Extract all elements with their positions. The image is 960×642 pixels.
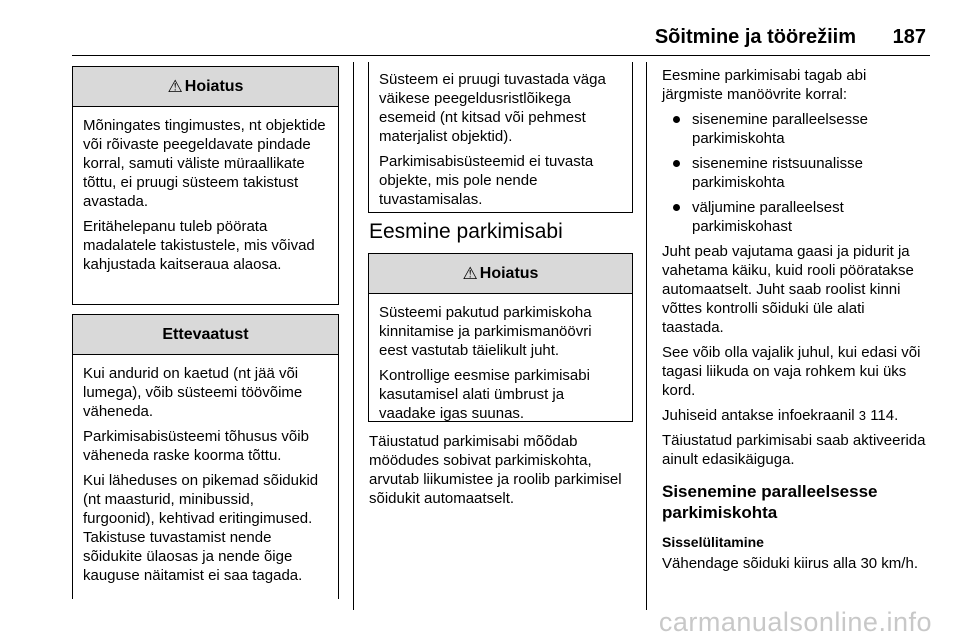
warning-paragraph: Süsteem ei pruugi tuvastada väga väikese peegeldusristlõikega esemeid (nt kitsad või pehmest materjalist objektid). — [379, 71, 606, 145]
subsection-heading: Sisenemine paralleelsesse parkimiskohta — [662, 482, 878, 522]
caution-paragraph: Kui andurid on kaetud (nt jää või lumega), võib süsteemi töövõime väheneda. — [83, 365, 303, 420]
body-text — [369, 432, 637, 514]
column-divider-left — [353, 62, 354, 610]
page-header — [0, 0, 960, 56]
paragraph: Täiustatud parkimisabi saab aktiveerida ainult edasikäiguga. — [662, 432, 926, 468]
paragraph-reference — [662, 406, 930, 425]
warning-continued-body — [369, 62, 632, 217]
warning-header — [369, 254, 632, 294]
paragraph: Juht peab vajutama gaasi ja pidurit ja vahetama käiku, kuid rooli pööratakse automaatselt. Juht saab roolist kinni võttes kontrolli sõiduki üle alati taastada. — [662, 243, 914, 336]
caution-body — [73, 355, 338, 593]
paragraph: See võib olla vajalik juhul, kui edasi või tagasi liikuda on vaja rohkem kui üks kord. — [662, 344, 921, 399]
column-right — [662, 66, 930, 579]
maneuver-list — [662, 110, 930, 236]
list-item: sisenemine ristsuunalisse parkimiskohta — [662, 154, 930, 192]
warning-box-continued — [368, 62, 633, 213]
section-heading: Eesmine parkimisabi — [369, 220, 563, 243]
section-heading-wrap — [369, 222, 632, 241]
warning-paragraph: Süsteemi pakutud parkimiskoha kinnitamise ja parkimismanöövri eest vastutab täielikult juht. — [379, 304, 592, 359]
warning-box-driver — [368, 253, 633, 422]
warning-paragraph: Eritähelepanu tuleb pöörata madalatele takistustele, mis võivad kahjustada kaitseraua alaosa. — [83, 218, 315, 273]
header-rule — [72, 55, 930, 56]
warning-body — [73, 107, 338, 282]
paragraph: Täiustatud parkimisabi mõõdab möödudes sobivat parkimiskohta, arvutab liikumistee ja roolib parkimisel sõidukit automaatselt. — [369, 433, 622, 507]
warning-label: Hoiatus — [479, 264, 539, 282]
page-number: 187 — [892, 26, 926, 48]
warning-paragraph: Mõningates tingimustes, nt objektide või rõivaste peegeldavate pindade korral, samuti väliste müraallikate tõttu, ei pruugi süsteem takistust avastada. — [83, 117, 326, 210]
page-ref-link[interactable]: 114. — [870, 407, 899, 424]
list-item: väljumine paralleelsest parkimiskohast — [662, 198, 930, 236]
column-divider-right — [646, 62, 647, 610]
list-item: sisenemine paralleelsesse parkimiskohta — [662, 110, 930, 148]
caution-header — [73, 315, 338, 355]
subsubsection-heading: Sisselülitamine — [662, 534, 764, 550]
warning-triangle-icon: ⚠ — [167, 76, 183, 96]
warning-box-sensors — [72, 66, 339, 305]
caution-paragraph: Kui läheduses on pikemad sõidukid (nt maasturid, minibussid, furgoonid), kehtivad eritingimused. Takistuse tuvastamist nende sõidukite ülaosas ja nende õige kauguse näitamist ei saa tagada. — [83, 472, 319, 584]
page-title: Sõitmine ja töörežiim — [654, 26, 856, 48]
reference-text: Juhiseid antakse infoekraanil — [662, 407, 855, 424]
caution-label: Ettevaatust — [162, 325, 249, 343]
paragraph: Vähendage sõiduki kiirus alla 30 km/h. — [662, 555, 918, 572]
warning-label: Hoiatus — [184, 77, 244, 95]
caution-box — [72, 314, 339, 599]
intro-paragraph: Eesmine parkimisabi tagab abi järgmiste manöövrite korral: — [662, 67, 867, 103]
page-ref-arrow-icon: 3 — [858, 408, 867, 423]
warning-triangle-icon: ⚠ — [462, 263, 478, 283]
warning-paragraph: Kontrollige eesmise parkimisabi kasutamisel alati ümbrust ja vaadake igas suunas. — [379, 367, 590, 422]
warning-paragraph: Parkimisabisüsteemid ei tuvasta objekte, mis pole nende tuvastamisalas. — [379, 153, 594, 208]
warning-header — [73, 67, 338, 107]
watermark-text: carmanualsonline.info — [658, 607, 932, 637]
caution-paragraph: Parkimisabisüsteemi tõhusus võib väheneda raske koorma tõttu. — [83, 428, 309, 464]
warning-body — [369, 294, 632, 431]
